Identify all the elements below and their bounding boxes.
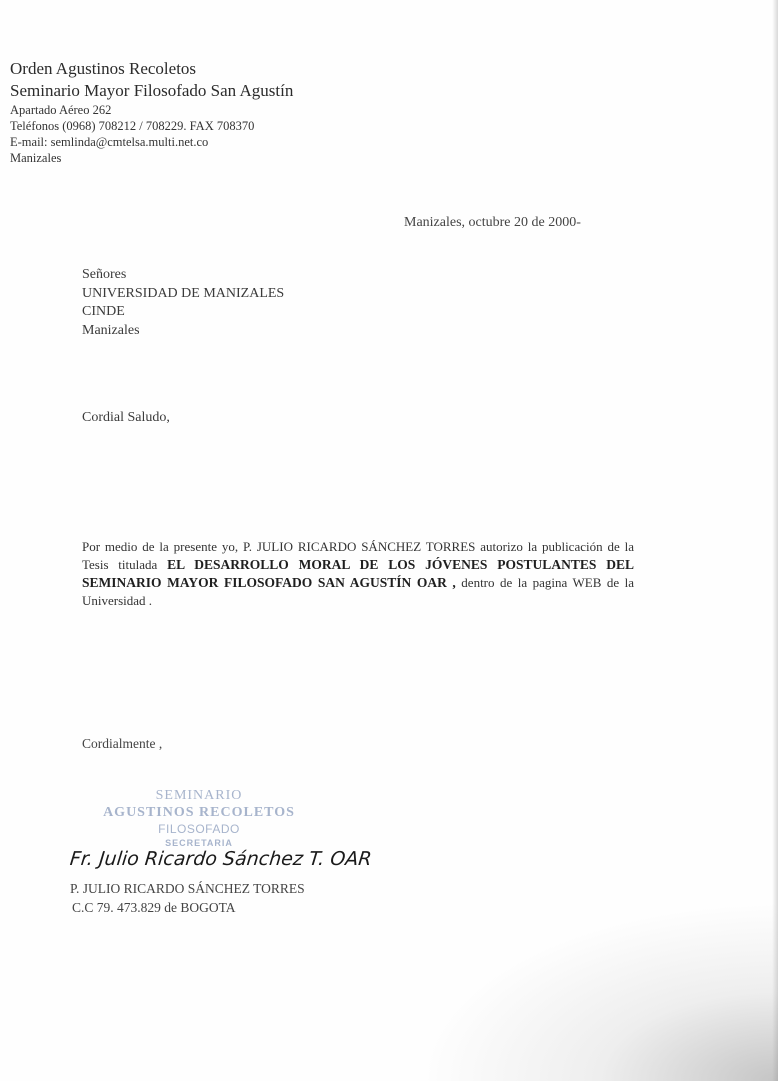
recipient-line2: CINDE <box>82 304 125 319</box>
signer-name: P. JULIO RICARDO SÁNCHEZ TORRES <box>70 881 305 896</box>
signer-block <box>70 879 305 917</box>
letterhead-po-box: Apartado Aéreo 262 <box>10 103 112 117</box>
recipient-city: Manizales <box>82 322 140 338</box>
recipient-block <box>82 266 284 340</box>
handwritten-signature: Fr. Julio Ricardo Sánchez T. OAR <box>68 848 373 870</box>
letterhead-order: Orden Agustinos Recoletos <box>10 59 197 78</box>
closing: Cordialmente , <box>82 736 163 751</box>
body-part1: Por medio de la presente yo, P. JULIO RICARDO SÁNCHEZ TORRES autorizo la publicación de la Tesis titulada <box>82 539 634 572</box>
letter-date: Manizales, octubre 20 de 2000- <box>404 215 581 230</box>
letterhead-phones: Teléfonos (0968) 708212 / 708229. FAX 708370 <box>10 119 255 133</box>
recipient-line1: UNIVERSIDAD DE MANIZALES <box>82 285 285 301</box>
letterhead-seminary: Seminario Mayor Filosofado San Agustín <box>10 81 294 100</box>
recipient-salutation: Señores <box>82 267 127 282</box>
stamp-line2: AGUSTINOS RECOLETOS <box>103 805 295 820</box>
thesis-title: EL DESARROLLO MORAL DE LOS JÓVENES POSTULANTES DEL SEMINARIO MAYOR FILOSOFADO SAN AGUSTÍN OAR , <box>82 557 634 590</box>
stamp-line4: SECRETARIA <box>165 838 233 848</box>
letterhead-city: Manizales <box>10 151 62 165</box>
letterhead <box>10 58 293 166</box>
scan-shadow <box>418 901 778 1081</box>
seminary-stamp <box>86 788 312 849</box>
greeting: Cordial Saludo, <box>82 410 170 425</box>
stamp-line1: SEMINARIO <box>155 788 243 803</box>
letterhead-email: E-mail: semlinda@cmtelsa.multi.net.co <box>10 135 209 149</box>
stamp-line3: FILOSOFADO <box>158 822 240 836</box>
signer-id: C.C 79. 473.829 de BOGOTA <box>72 900 236 915</box>
letter-body <box>82 538 634 610</box>
body-part2: dentro de la pagina WEB de la Universidad . <box>82 575 634 608</box>
